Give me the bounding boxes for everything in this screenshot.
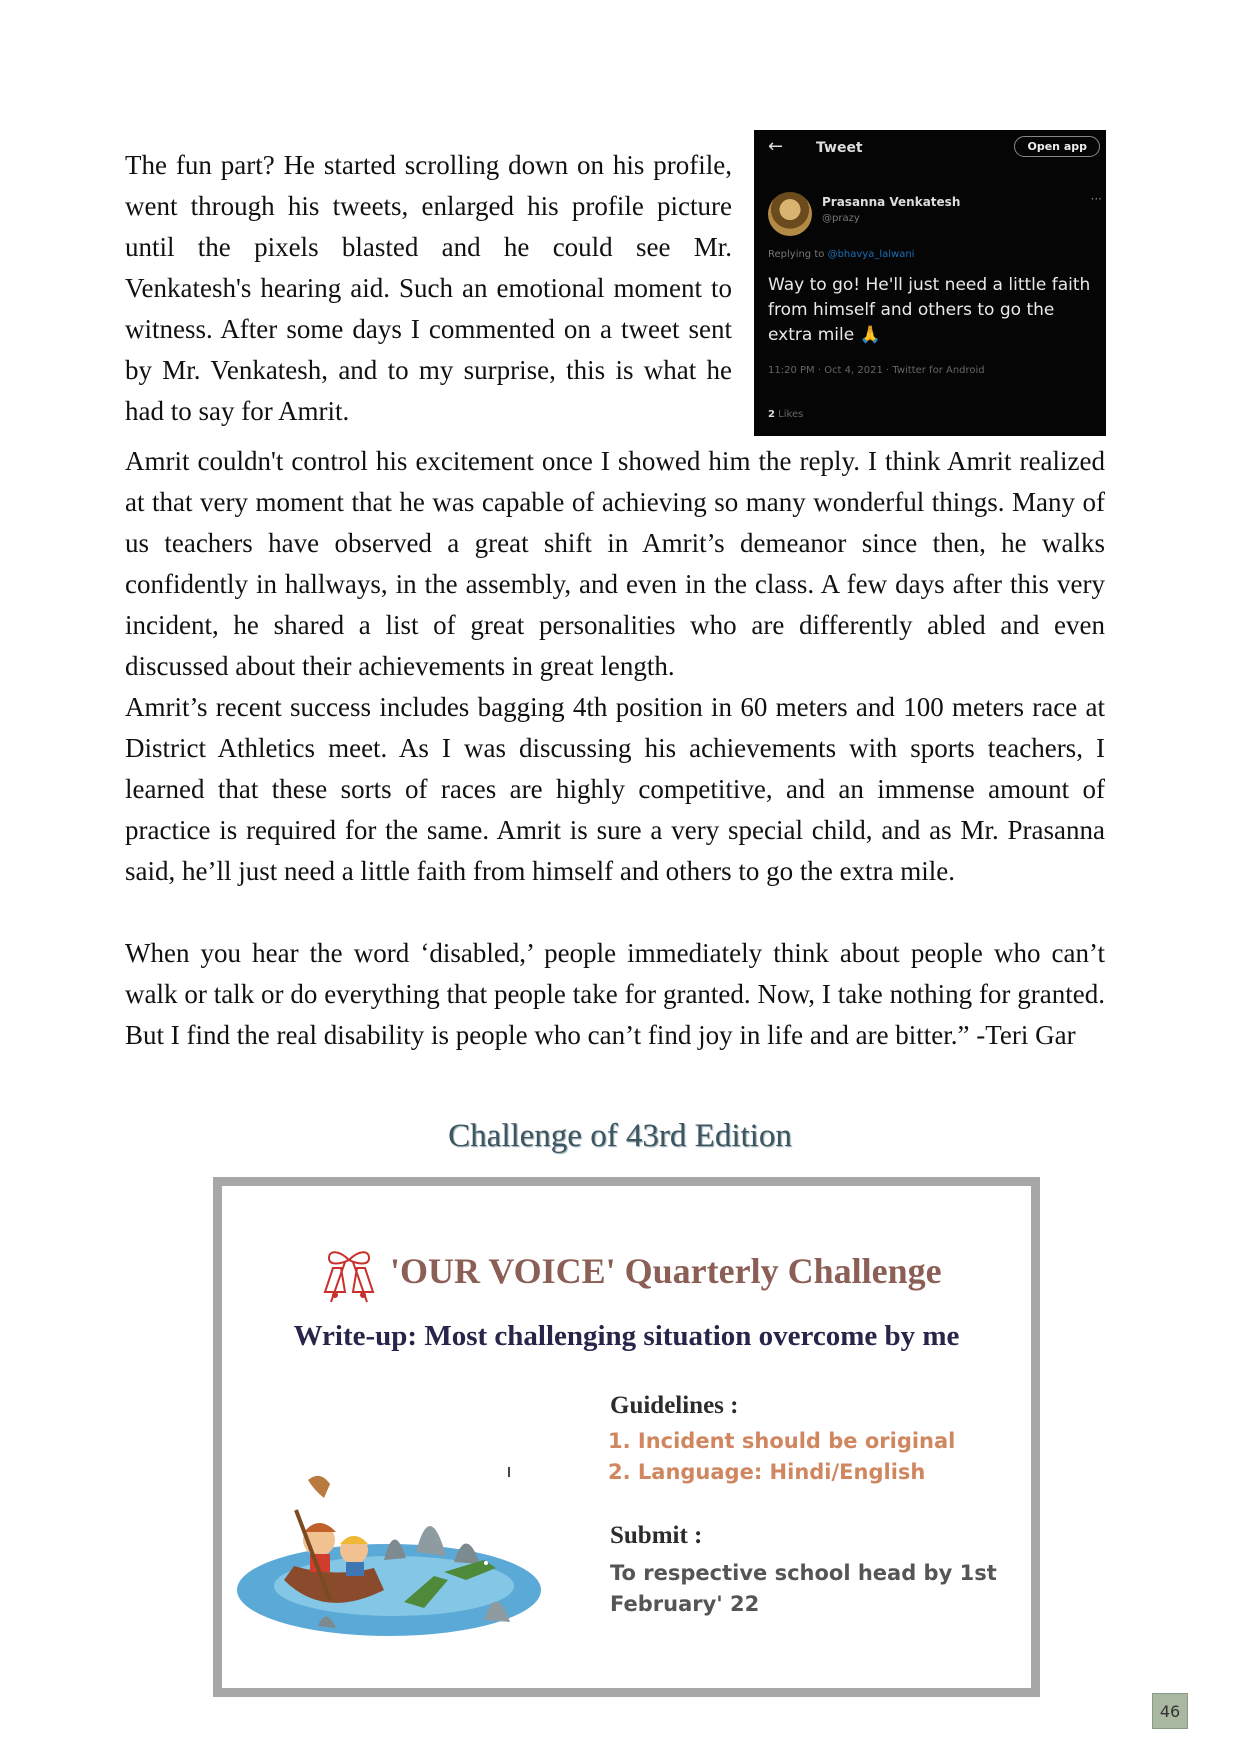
tweet-screenshot xyxy=(754,130,1106,436)
tweet-likes xyxy=(768,409,803,420)
replying-to xyxy=(768,249,914,260)
poster-title: 'OUR VOICE' Quarterly Challenge xyxy=(390,1251,942,1291)
body-paragraph: Amrit couldn't control his excitement once I showed him the reply. I think Amrit realized at that very moment that he was capable of achieving so many wonderful things. Many of us teachers have observed a great shift in Amrit’s demeanor since then, he walks confidently in hallways, in the assembly, and even in the class. A few days after this very incident, he shared a list of great personalities who are differently abled and even discussed about their achievements in great length. xyxy=(125,446,1105,681)
submit-text: To respective school head by 1st February' 22 xyxy=(610,1561,997,1616)
tweet-topbar xyxy=(754,130,1106,168)
back-arrow-icon: ← xyxy=(768,136,784,157)
open-app-button: Open app xyxy=(1014,136,1100,157)
likes-count: 2 xyxy=(768,409,775,420)
more-options-icon: ··· xyxy=(1090,192,1102,206)
tweet-header: Tweet xyxy=(816,140,863,156)
tweet-author-handle: @prazy xyxy=(822,213,860,224)
kids-boat-crocodiles-illustration xyxy=(234,1440,544,1640)
writeup-topic: Write-up: Most challenging situation overcome by me xyxy=(293,1320,960,1352)
replying-prefix: Replying to xyxy=(768,249,825,260)
tweet-text: Way to go! He'll just need a little faith from himself and others to go the extra mile 🙏 xyxy=(768,275,1091,345)
challenge-poster xyxy=(213,1177,1040,1697)
divider xyxy=(508,1467,510,1477)
challenge-section-title: Challenge of 43rd Edition xyxy=(448,1118,792,1154)
tweet-timestamp: 11:20 PM · Oct 4, 2021 · Twitter for Android xyxy=(768,365,985,376)
body-paragraph: Amrit’s recent success includes bagging 4th position in 60 meters and 100 meters race at District Athletics meet. As I was discussing his achievements with sports teachers, I learned that these sorts of races are highly competitive, and an immense amount of practice is required for the same. Amrit is sure a very special child, and as Mr. Prasanna said, he’ll just need a little faith from himself and others to go the extra mile. xyxy=(125,692,1105,886)
christmas-bells-icon xyxy=(311,1246,387,1306)
submit-heading: Submit : xyxy=(610,1522,703,1549)
guidelines-heading: Guidelines : xyxy=(610,1392,739,1419)
tweet-author-name: Prasanna Venkatesh xyxy=(822,195,961,209)
likes-label: Likes xyxy=(778,409,804,420)
body-paragraph: The fun part? He started scrolling down on his profile, went through his tweets, enlarged his profile picture until the pixels blasted and he could see Mr. Venkatesh's hearing aid. Such an emotional moment to witness. After some days I commented on a tweet sent by Mr. Venkatesh, and to my surprise, this is what he had to say for Amrit. xyxy=(125,150,732,426)
page-number: 46 xyxy=(1152,1693,1188,1729)
avatar xyxy=(768,192,812,236)
guideline-item: 2. Language: Hindi/English xyxy=(608,1460,926,1484)
replying-handle: @bhavya_lalwani xyxy=(827,249,915,260)
body-paragraph: When you hear the word ‘disabled,’ people immediately think about people who can’t walk or talk or do everything that people take for granted. Now, I take nothing for granted. But I find the real disability is people who can’t find joy in life and are bitter.” -Teri Gar xyxy=(125,938,1105,1050)
guideline-item: 1. Incident should be original xyxy=(608,1429,956,1453)
